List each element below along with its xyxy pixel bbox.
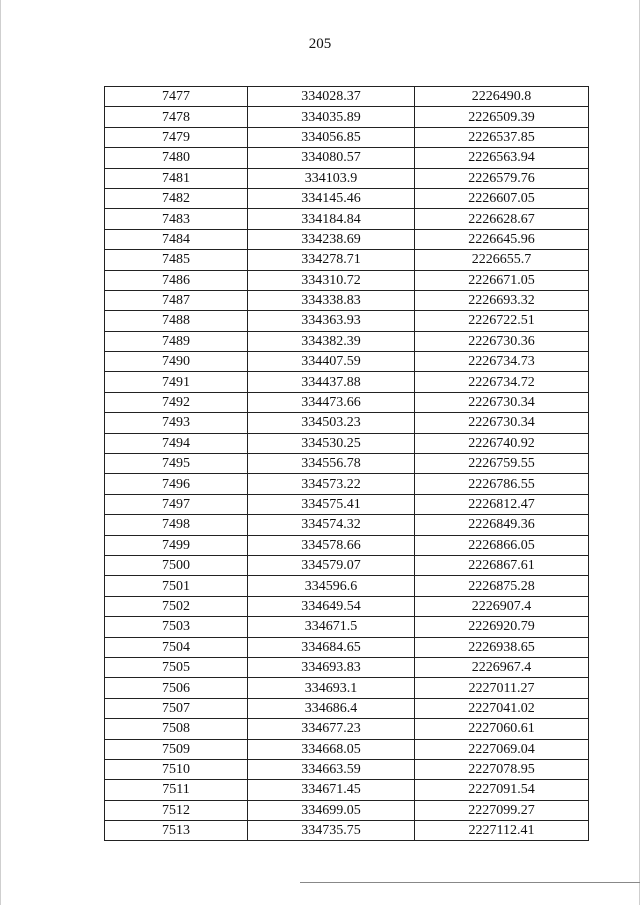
point-number-cell: 7513 [105, 821, 248, 841]
x-coordinate-cell: 334028.37 [248, 87, 415, 107]
table-row [105, 739, 589, 759]
point-number-cell: 7488 [105, 311, 248, 331]
x-coordinate-cell: 334278.71 [248, 250, 415, 270]
x-coordinate-cell: 334145.46 [248, 188, 415, 208]
x-coordinate-cell: 334035.89 [248, 107, 415, 127]
table-row [105, 311, 589, 331]
y-coordinate-cell: 2226730.34 [415, 413, 589, 433]
table-row [105, 352, 589, 372]
x-coordinate-cell: 334238.69 [248, 229, 415, 249]
x-coordinate-cell: 334686.4 [248, 698, 415, 718]
table-row [105, 87, 589, 107]
point-number-cell: 7512 [105, 800, 248, 820]
x-coordinate-cell: 334363.93 [248, 311, 415, 331]
y-coordinate-cell: 2226645.96 [415, 229, 589, 249]
table-row [105, 678, 589, 698]
table-row [105, 290, 589, 310]
table-row [105, 372, 589, 392]
page-number: 205 [308, 36, 332, 52]
point-number-cell: 7500 [105, 555, 248, 575]
y-coordinate-cell: 2226920.79 [415, 617, 589, 637]
y-coordinate-cell: 2226967.4 [415, 657, 589, 677]
x-coordinate-cell: 334663.59 [248, 759, 415, 779]
x-coordinate-cell: 334338.83 [248, 290, 415, 310]
x-coordinate-cell: 334578.66 [248, 535, 415, 555]
table-row [105, 168, 589, 188]
y-coordinate-cell: 2227060.61 [415, 719, 589, 739]
y-coordinate-cell: 2227091.54 [415, 780, 589, 800]
point-number-cell: 7493 [105, 413, 248, 433]
y-coordinate-cell: 2227011.27 [415, 678, 589, 698]
point-number-cell: 7482 [105, 188, 248, 208]
x-coordinate-cell: 334574.32 [248, 515, 415, 535]
y-coordinate-cell: 2226579.76 [415, 168, 589, 188]
point-number-cell: 7502 [105, 596, 248, 616]
x-coordinate-cell: 334382.39 [248, 331, 415, 351]
table-row [105, 148, 589, 168]
table-row [105, 454, 589, 474]
table-row [105, 392, 589, 412]
y-coordinate-cell: 2226730.34 [415, 392, 589, 412]
x-coordinate-cell: 334556.78 [248, 454, 415, 474]
point-number-cell: 7491 [105, 372, 248, 392]
x-coordinate-cell: 334668.05 [248, 739, 415, 759]
table-row [105, 800, 589, 820]
y-coordinate-cell: 2226866.05 [415, 535, 589, 555]
y-coordinate-cell: 2226740.92 [415, 433, 589, 453]
table-row [105, 637, 589, 657]
x-coordinate-cell: 334184.84 [248, 209, 415, 229]
x-coordinate-cell: 334596.6 [248, 576, 415, 596]
table-row [105, 698, 589, 718]
point-number-cell: 7509 [105, 739, 248, 759]
y-coordinate-cell: 2226537.85 [415, 127, 589, 147]
x-coordinate-cell: 334530.25 [248, 433, 415, 453]
point-number-cell: 7495 [105, 454, 248, 474]
y-coordinate-cell: 2226786.55 [415, 474, 589, 494]
y-coordinate-cell: 2226734.72 [415, 372, 589, 392]
x-coordinate-cell: 334056.85 [248, 127, 415, 147]
footer-rule [300, 882, 640, 883]
point-number-cell: 7479 [105, 127, 248, 147]
x-coordinate-cell: 334699.05 [248, 800, 415, 820]
x-coordinate-cell: 334671.45 [248, 780, 415, 800]
table-row [105, 555, 589, 575]
x-coordinate-cell: 334684.65 [248, 637, 415, 657]
point-number-cell: 7484 [105, 229, 248, 249]
x-coordinate-cell: 334649.54 [248, 596, 415, 616]
y-coordinate-cell: 2226563.94 [415, 148, 589, 168]
y-coordinate-cell: 2226693.32 [415, 290, 589, 310]
y-coordinate-cell: 2226730.36 [415, 331, 589, 351]
point-number-cell: 7483 [105, 209, 248, 229]
y-coordinate-cell: 2226509.39 [415, 107, 589, 127]
x-coordinate-cell: 334103.9 [248, 168, 415, 188]
point-number-cell: 7490 [105, 352, 248, 372]
coordinates-table-body [105, 87, 589, 841]
x-coordinate-cell: 334575.41 [248, 494, 415, 514]
point-number-cell: 7504 [105, 637, 248, 657]
point-number-cell: 7489 [105, 331, 248, 351]
table-row [105, 780, 589, 800]
table-row [105, 657, 589, 677]
table-row [105, 719, 589, 739]
y-coordinate-cell: 2226867.61 [415, 555, 589, 575]
point-number-cell: 7503 [105, 617, 248, 637]
table-row [105, 270, 589, 290]
table-row [105, 229, 589, 249]
point-number-cell: 7507 [105, 698, 248, 718]
y-coordinate-cell: 2226875.28 [415, 576, 589, 596]
table-row [105, 331, 589, 351]
point-number-cell: 7478 [105, 107, 248, 127]
point-number-cell: 7501 [105, 576, 248, 596]
y-coordinate-cell: 2227099.27 [415, 800, 589, 820]
table-row [105, 576, 589, 596]
table-row [105, 494, 589, 514]
table-row [105, 433, 589, 453]
y-coordinate-cell: 2226655.7 [415, 250, 589, 270]
y-coordinate-cell: 2227041.02 [415, 698, 589, 718]
table-row [105, 413, 589, 433]
x-coordinate-cell: 334080.57 [248, 148, 415, 168]
y-coordinate-cell: 2226759.55 [415, 454, 589, 474]
x-coordinate-cell: 334310.72 [248, 270, 415, 290]
point-number-cell: 7505 [105, 657, 248, 677]
y-coordinate-cell: 2226607.05 [415, 188, 589, 208]
x-coordinate-cell: 334693.1 [248, 678, 415, 698]
table-row [105, 127, 589, 147]
table-row [105, 596, 589, 616]
y-coordinate-cell: 2226907.4 [415, 596, 589, 616]
y-coordinate-cell: 2227078.95 [415, 759, 589, 779]
point-number-cell: 7477 [105, 87, 248, 107]
point-number-cell: 7497 [105, 494, 248, 514]
y-coordinate-cell: 2226722.51 [415, 311, 589, 331]
point-number-cell: 7506 [105, 678, 248, 698]
point-number-cell: 7511 [105, 780, 248, 800]
x-coordinate-cell: 334671.5 [248, 617, 415, 637]
x-coordinate-cell: 334407.59 [248, 352, 415, 372]
coordinates-table [104, 86, 589, 841]
point-number-cell: 7510 [105, 759, 248, 779]
y-coordinate-cell: 2226628.67 [415, 209, 589, 229]
x-coordinate-cell: 334503.23 [248, 413, 415, 433]
point-number-cell: 7486 [105, 270, 248, 290]
point-number-cell: 7480 [105, 148, 248, 168]
y-coordinate-cell: 2227069.04 [415, 739, 589, 759]
y-coordinate-cell: 2226671.05 [415, 270, 589, 290]
y-coordinate-cell: 2226734.73 [415, 352, 589, 372]
table-row [105, 474, 589, 494]
point-number-cell: 7494 [105, 433, 248, 453]
x-coordinate-cell: 334579.07 [248, 555, 415, 575]
table-row [105, 535, 589, 555]
point-number-cell: 7485 [105, 250, 248, 270]
table-row [105, 250, 589, 270]
table-row [105, 759, 589, 779]
y-coordinate-cell: 2226938.65 [415, 637, 589, 657]
x-coordinate-cell: 334693.83 [248, 657, 415, 677]
x-coordinate-cell: 334437.88 [248, 372, 415, 392]
x-coordinate-cell: 334573.22 [248, 474, 415, 494]
table-row [105, 188, 589, 208]
y-coordinate-cell: 2226490.8 [415, 87, 589, 107]
point-number-cell: 7496 [105, 474, 248, 494]
point-number-cell: 7499 [105, 535, 248, 555]
table-row [105, 209, 589, 229]
table-row [105, 617, 589, 637]
table-row [105, 821, 589, 841]
point-number-cell: 7498 [105, 515, 248, 535]
x-coordinate-cell: 334677.23 [248, 719, 415, 739]
page-edge-left [0, 0, 1, 905]
table-row [105, 107, 589, 127]
y-coordinate-cell: 2226849.36 [415, 515, 589, 535]
point-number-cell: 7487 [105, 290, 248, 310]
point-number-cell: 7481 [105, 168, 248, 188]
y-coordinate-cell: 2227112.41 [415, 821, 589, 841]
point-number-cell: 7508 [105, 719, 248, 739]
table-row [105, 515, 589, 535]
x-coordinate-cell: 334735.75 [248, 821, 415, 841]
y-coordinate-cell: 2226812.47 [415, 494, 589, 514]
point-number-cell: 7492 [105, 392, 248, 412]
x-coordinate-cell: 334473.66 [248, 392, 415, 412]
